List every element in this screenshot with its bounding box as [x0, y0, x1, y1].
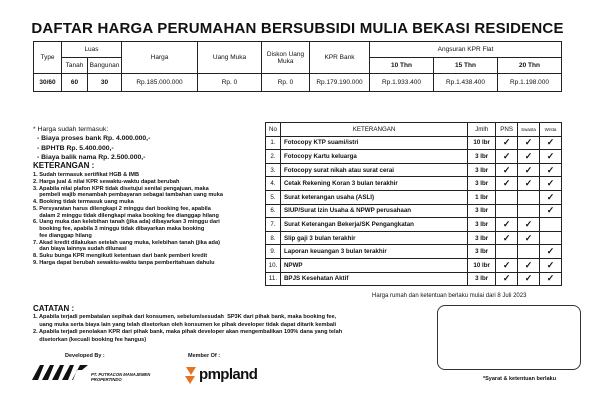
pns-check-icon: [496, 245, 518, 259]
keterangan-item: 7. Akad kredit dilakukan setelah uang muka, kelebihan tanah (jika ada): [33, 239, 220, 246]
included-costs: [33, 125, 150, 163]
keterangan-item: pembeli wajib menambah pembayaran sebagai tambahan uang muka: [33, 192, 223, 199]
wiraswasta-check-icon: [540, 231, 562, 245]
pns-check-icon: ✓: [496, 272, 518, 286]
included-item: - BPHTB Rp. 5.400.000,-: [37, 144, 114, 152]
keterangan-item: booking fee, apabila 3 minggu tidak dibayarkan maka booking: [33, 226, 205, 232]
keterangan-item: 9. Harga dapat berubah sewaktu-waktu tanpa pemberitahuan dahulu: [33, 259, 215, 266]
requirement-description: Surat Keterangan Bekerja/SK Pengangkatan: [280, 218, 467, 232]
col-bangunan: Bangunan: [88, 58, 122, 74]
table-row: [266, 272, 562, 286]
requirement-description: Fotocopy KTP suami/istri: [280, 136, 467, 150]
table-row: [266, 204, 562, 218]
cell-20thn: Rp.1.198.000: [498, 74, 562, 92]
requirement-quantity: 10 lbr: [468, 136, 496, 150]
row-number: 6.: [266, 204, 281, 218]
col-luas: Luas: [62, 42, 122, 58]
included-heading: * Harga sudah termasuk:: [33, 126, 109, 133]
row-number: 8.: [266, 231, 281, 245]
terms-note: *Syarat & ketentuan berlaku: [483, 376, 557, 382]
pns-check-icon: ✓: [496, 136, 518, 150]
col-keterangan: KETERANGAN: [280, 123, 467, 137]
keterangan-item: dan biaya lainnya sudah dilunasi: [33, 246, 127, 253]
keterangan-list: [33, 172, 269, 267]
cell-bangunan: 30: [88, 74, 122, 92]
wiraswasta-check-icon: ✓: [540, 163, 562, 177]
keterangan-item: 6. Uang muka dan kelebihan tanah (jika ada) dibayarkan 3 minggu dari: [33, 219, 220, 226]
wiraswasta-check-icon: ✓: [540, 150, 562, 164]
pns-check-icon: [496, 204, 518, 218]
swasta-check-icon: ✓: [518, 150, 540, 164]
wiraswasta-check-icon: ✓: [540, 272, 562, 286]
pns-check-icon: ✓: [496, 177, 518, 191]
table-row: [266, 150, 562, 164]
requirement-description: Cetak Rekening Koran 3 bulan terakhir: [280, 177, 467, 191]
row-number: 2.: [266, 150, 281, 164]
document-requirements-table: [265, 122, 562, 286]
swasta-check-icon: ✓: [518, 272, 540, 286]
requirement-quantity: 3 lbr: [468, 231, 496, 245]
requirement-description: Laporan keuangan 3 bulan terakhir: [280, 245, 467, 259]
requirement-description: Fotocopy Kartu keluarga: [280, 150, 467, 164]
catatan-item: uang muka serta biaya lain yang telah disetorkan oleh konsumen ke pihak developer tidak dapat ditarik kembali: [33, 321, 337, 328]
cell-harga: Rp.185.000.000: [122, 74, 198, 92]
pns-check-icon: ✓: [496, 218, 518, 232]
price-table: [33, 41, 562, 92]
col-type: Type: [34, 42, 62, 74]
requirement-quantity: 3 lbr: [468, 204, 496, 218]
swasta-check-icon: ✓: [518, 177, 540, 191]
wiraswasta-check-icon: ✓: [540, 204, 562, 218]
wiraswasta-check-icon: [540, 218, 562, 232]
keterangan-item: dalam 2 minggu tidak dilengkapi maka booking fee dianggap hilang: [33, 212, 219, 219]
included-item: - Biaya proses bank Rp. 4.000.000,-: [37, 135, 151, 143]
requirement-description: NPWP: [280, 258, 467, 272]
col-15thn: 15 Thn: [434, 58, 498, 74]
pmpland-logo-icon: [183, 365, 199, 387]
keterangan-item: 8. Suku bunga KPR mengikuti ketentuan dari bank pemberi kredit: [33, 253, 208, 259]
cell-uang-muka: Rp. 0: [198, 74, 262, 92]
col-uang-muka: Uang Muka: [198, 42, 262, 74]
col-wiraswasta: Wrsta: [540, 123, 562, 137]
keterangan-item: 3. Apabila nilai plafon KPR tidak disetujui senilai pengajuan, maka: [33, 185, 209, 192]
col-swasta: Swasta: [518, 123, 540, 137]
cell-kpr-bank: Rp.179.190.000: [310, 74, 370, 92]
pns-check-icon: ✓: [496, 150, 518, 164]
wiraswasta-check-icon: ✓: [540, 258, 562, 272]
wiraswasta-check-icon: ✓: [540, 136, 562, 150]
requirement-description: Slip gaji 3 bulan terakhir: [280, 231, 467, 245]
table-row: [266, 163, 562, 177]
row-number: 7.: [266, 218, 281, 232]
row-number: 1.: [266, 136, 281, 150]
developed-by-label: Developed By :: [65, 353, 105, 359]
member-of-label: Member Of :: [188, 353, 221, 359]
keterangan-item: 5. Persyaratan harus dilengkapi 2 minggu dari booking fee, apabila: [33, 205, 211, 212]
row-number: 9.: [266, 245, 281, 259]
member-name: pmpland: [199, 366, 258, 383]
cell-tanah: 60: [62, 74, 88, 92]
keterangan-item: 1. Sudah termasuk sertifikat HGB & IMB: [33, 172, 139, 178]
swasta-check-icon: ✓: [518, 136, 540, 150]
swasta-check-icon: ✓: [518, 218, 540, 232]
col-harga: Harga: [122, 42, 198, 74]
table-row: [266, 258, 562, 272]
requirement-quantity: 1 lbr: [468, 190, 496, 204]
col-jmlh: Jmlh: [468, 123, 496, 137]
row-number: 10.: [266, 258, 281, 272]
wiraswasta-check-icon: ✓: [540, 177, 562, 191]
col-pns: PNS: [496, 123, 518, 137]
developer-logo-icon: [30, 362, 90, 382]
col-tanah: Tanah: [62, 58, 88, 74]
requirement-quantity: 3 lbr: [468, 245, 496, 259]
swasta-check-icon: [518, 204, 540, 218]
cell-15thn: Rp.1.438.400: [434, 74, 498, 92]
swasta-check-icon: ✓: [518, 258, 540, 272]
requirement-quantity: 3 lbr: [468, 163, 496, 177]
pns-check-icon: [496, 190, 518, 204]
keterangan-item: 4. Booking tidak termasuk uang muka: [33, 199, 134, 205]
table-row: [266, 218, 562, 232]
signature-box: [437, 305, 581, 370]
catatan-item: disetorkan (kecuali booking fee hangus): [33, 336, 147, 343]
requirement-quantity: 3 lbr: [468, 218, 496, 232]
col-10thn: 10 Thn: [370, 58, 434, 74]
swasta-check-icon: [518, 245, 540, 259]
requirement-description: SIUP/Surat Izin Usaha & NPWP perusahaan: [280, 204, 467, 218]
row-number: 4.: [266, 177, 281, 191]
cell-10thn: Rp.1.933.400: [370, 74, 434, 92]
table-row: [34, 74, 562, 92]
wiraswasta-check-icon: ✓: [540, 245, 562, 259]
developer-name: PT. PUTRACON MANAJEMEN PROPERTINDO: [91, 372, 151, 382]
requirement-quantity: 3 lbr: [468, 177, 496, 191]
row-number: 3.: [266, 163, 281, 177]
pns-check-icon: ✓: [496, 163, 518, 177]
row-number: 5.: [266, 190, 281, 204]
requirement-quantity: 10 lbr: [468, 258, 496, 272]
table-row: [266, 190, 562, 204]
col-kpr-bank: KPR Bank: [310, 42, 370, 74]
catatan-heading: CATATAN :: [33, 304, 75, 313]
pns-check-icon: ✓: [496, 258, 518, 272]
cell-type: 30/60: [34, 74, 62, 92]
keterangan-item: 2. Harga jual & nilai KPR sewaktu-waktu dapat berubah: [33, 178, 180, 185]
catatan-item: 1. Apabila terjadi pembatalan sepihak dari konsumen, sebelum/sesudah SP3K dari pihak bank, maka booking fee,: [33, 314, 337, 320]
table-row: [266, 231, 562, 245]
col-20thn: 20 Thn: [498, 58, 562, 74]
requirement-description: BPJS Kesehatan Aktif: [280, 272, 467, 286]
validity-date-note: Harga rumah dan ketentuan berlaku mulai dari 8 Juli 2023: [372, 293, 527, 299]
page-title: DAFTAR HARGA PERUMAHAN BERSUBSIDI MULIA BEKASI RESIDENCE: [31, 20, 564, 37]
col-angsuran: Angsuran KPR Flat: [370, 42, 562, 58]
requirement-quantity: 3 lbr: [468, 150, 496, 164]
catatan-item: 2. Apabila terjadi penolakan KPR dari pihak bank, maka pihak developer akan mengembalikan 100% dana yang telah: [33, 329, 343, 336]
included-item: - Biaya balik nama Rp. 2.500.000,-: [37, 154, 146, 162]
swasta-check-icon: [518, 190, 540, 204]
table-row: [266, 177, 562, 191]
col-diskon: Diskon Uang Muka: [262, 42, 310, 74]
requirement-description: Fotocopy surat nikah atau surat cerai: [280, 163, 467, 177]
wiraswasta-check-icon: ✓: [540, 190, 562, 204]
table-row: [266, 245, 562, 259]
table-row: [266, 136, 562, 150]
pns-check-icon: ✓: [496, 231, 518, 245]
requirement-quantity: 3 lbr: [468, 272, 496, 286]
catatan-list: [33, 314, 423, 344]
col-no: No: [266, 123, 281, 137]
swasta-check-icon: ✓: [518, 231, 540, 245]
requirement-description: Surat keterangan usaha (ASLI): [280, 190, 467, 204]
swasta-check-icon: ✓: [518, 163, 540, 177]
row-number: 11.: [266, 272, 281, 286]
keterangan-item: fee dianggap hilang: [33, 232, 92, 239]
keterangan-heading: KETERANGAN :: [33, 161, 95, 170]
cell-diskon: Rp. 0: [262, 74, 310, 92]
